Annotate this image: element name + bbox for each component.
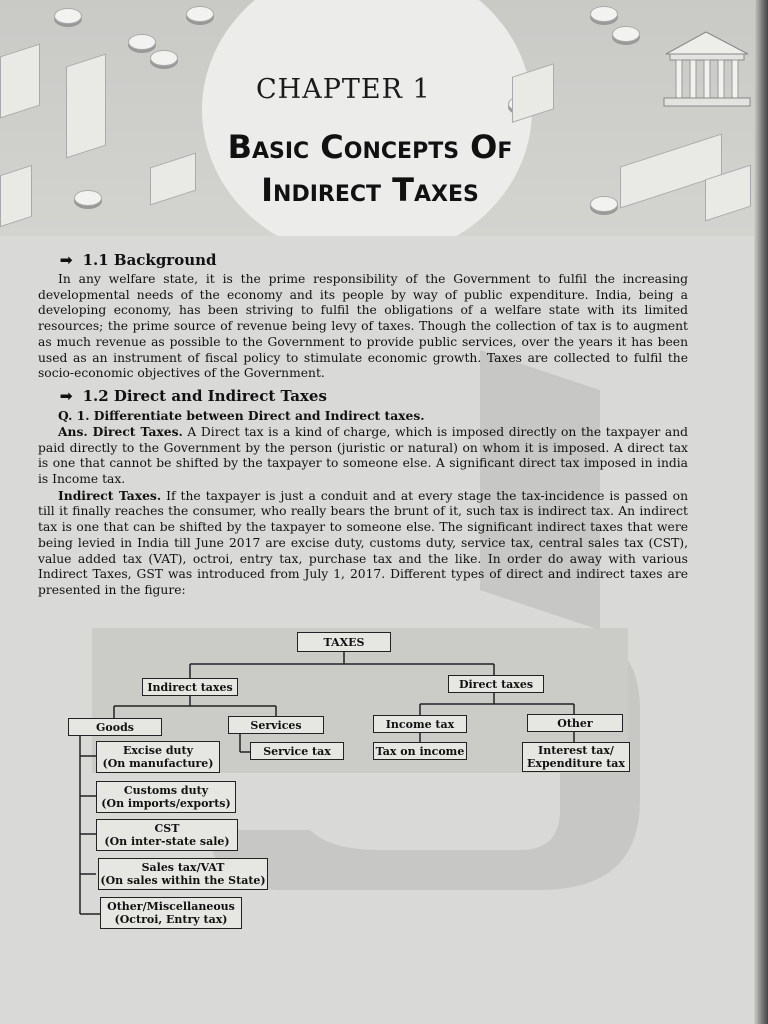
node-excise-duty: Excise duty (On manufacture)	[96, 741, 220, 773]
question-1: Q. 1. Differentiate between Direct and Indirect taxes.	[58, 407, 425, 423]
chapter-title-line1: Basic Concepts Of	[227, 128, 513, 166]
node-sales-tax-vat: Sales tax/VAT (On sales within the State)	[98, 858, 268, 890]
indirect-lead: Indirect Taxes.	[58, 487, 162, 503]
section-heading-direct-indirect: ➟ 1.2 Direct and Indirect Taxes	[60, 386, 327, 405]
node-interest-tax: Interest tax/ Expenditure tax	[522, 742, 630, 772]
arrow-right-icon: ➟	[60, 251, 73, 269]
node-goods: Goods	[68, 718, 162, 736]
node-customs-duty: Customs duty (On imports/exports)	[96, 781, 236, 813]
node-other-miscellaneous: Other/Miscellaneous (Octroi, Entry tax)	[100, 897, 242, 929]
node-indirect-taxes: Indirect taxes	[142, 678, 238, 696]
background-paragraph: In any welfare state, it is the prime responsibility of the Government to fulfil the increasing developmental needs of the economy and its people by way of public expenditure. India, being a developing economy, has been striving to fulfil the obligations of a welfare state with its limited resources; the prime source of revenue being levy of taxes. Though the collection of tax is to augment as much revenue as possible to the Government to provide public services, over the years it has been used as an instrument of fiscal policy to stimulate economic growth. Taxes are collected to fulfil the socio-economic objectives of the Government.	[38, 272, 688, 381]
arrow-right-icon: ➟	[60, 386, 73, 405]
node-cst: CST (On inter-state sale)	[96, 819, 238, 851]
node-income-tax: Income tax	[373, 715, 467, 733]
chapter-title-line2: Indirect Taxes	[261, 171, 479, 209]
node-service-tax: Service tax	[250, 742, 344, 760]
answer-lead: Ans. Direct Taxes.	[58, 423, 183, 439]
node-services: Services	[228, 716, 324, 734]
page-edge-shadow	[754, 0, 768, 1024]
indirect-text: If the taxpayer is just a conduit and at every stage the tax-incidence is passed on till it finally reaches the consumer, who really bears the brunt of it, such tax is indirect tax. An indirect tax is one that can be shifted by the taxpayer to someone else. The significant indirect taxes that were being levied in India till June 2017 are excise duty, customs duty, service tax, central sales tax (CST), value added tax (VAT), octroi, entry tax, purchase tax and the like. In order do away with various Indirect Taxes, GST was introduced from July 1, 2017. Different types of direct and indirect taxes are presented in the figure:	[38, 488, 688, 597]
node-direct-taxes: Direct taxes	[448, 675, 544, 693]
node-other: Other	[527, 714, 623, 732]
chapter-number: CHAPTER 1	[256, 74, 431, 105]
answer-text: A Direct tax is a kind of charge, which is imposed directly on the taxpayer and paid directly to the Government by the person (juristic or natural) on whom it is imposed. A direct tax is one that cannot be shifted by the taxpayer to someone else. A significant direct tax imposed in india is Income tax.	[38, 424, 688, 487]
node-tax-on-income: Tax on income	[373, 742, 467, 760]
section-heading-background: ➟ 1.1 Background	[60, 251, 217, 269]
node-taxes: TAXES	[297, 632, 391, 652]
